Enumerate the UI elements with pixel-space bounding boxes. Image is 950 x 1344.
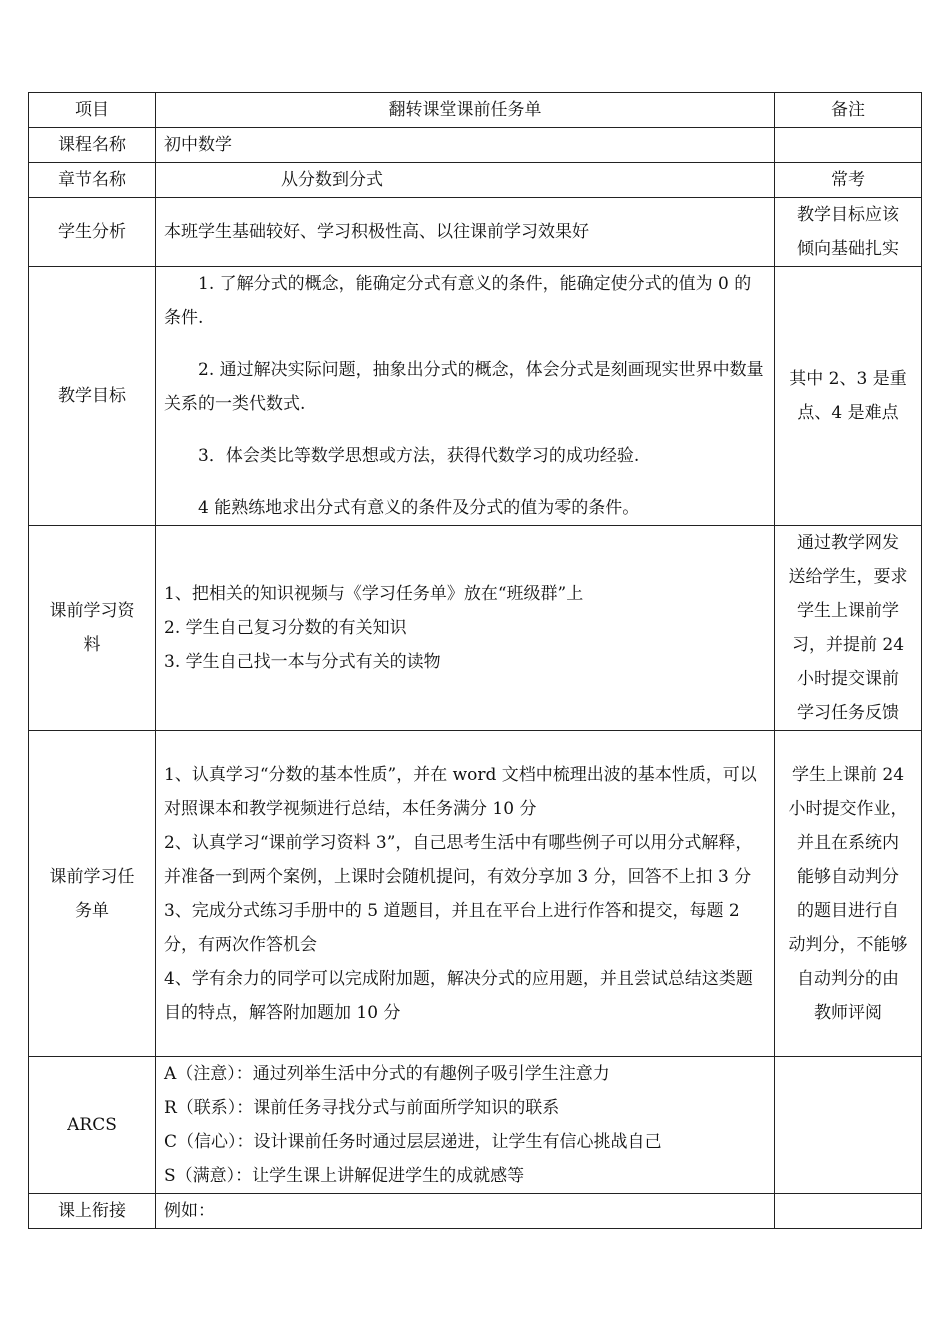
tasks-label-line: 课前学习任 (49, 866, 135, 887)
header-title: 翻转课堂课前任务单 (156, 93, 775, 128)
arcs-item: S（满意）：让学生课上讲解促进学生的成就感等 (164, 1166, 525, 1186)
materials-note (775, 526, 922, 731)
goals-note-line: 其中 2、3 是重 (789, 369, 907, 389)
task-item: 4、学有余力的同学可以完成附加题，解决分式的应用题，并且尝试总结这类题目的特点，解答附加题加 10 分 (164, 968, 753, 1023)
arcs-content (156, 1057, 775, 1194)
link-label: 课上衔接 (29, 1194, 156, 1229)
goal-item: 3．体会类比等数学思想或方法，获得代数学习的成功经验. (198, 446, 640, 466)
table-row-tasks (29, 731, 922, 1057)
arcs-note (775, 1057, 922, 1194)
tasks-note-line: 教师评阅 (814, 1002, 882, 1023)
arcs-label: ARCS (29, 1057, 156, 1194)
goals-label: 教学目标 (29, 267, 156, 526)
materials-note-line: 学习任务反馈 (797, 703, 899, 723)
materials-label (29, 526, 156, 731)
students-label: 学生分析 (29, 198, 156, 267)
material-item: 2. 学生自己复习分数的有关知识 (164, 618, 407, 638)
link-note (775, 1194, 922, 1229)
materials-label-line: 课前学习资 (49, 601, 135, 621)
tasks-label (29, 731, 156, 1057)
goals-content (156, 267, 775, 526)
link-value: 例如： (156, 1194, 775, 1229)
tasks-note-line: 自动判分的由 (797, 968, 899, 989)
goal-item: 2. 通过解决实际问题，抽象出分式的概念，体会分式是刻画现实世界中数量关系的一类代数式. (164, 360, 764, 414)
table-row-course (29, 128, 922, 163)
material-item: 3. 学生自己找一本与分式有关的读物 (164, 652, 441, 672)
students-note (775, 198, 922, 267)
task-item: 3、完成分式练习手册中的 5 道题目，并且在平台上进行作答和提交，每题 2 分，有两次作答机会 (164, 900, 740, 955)
students-note-line: 教学目标应该 (797, 205, 899, 225)
task-item: 1、认真学习“分数的基本性质”，并在 word 文档中梳理出波的基本性质，可以对照课本和教学视频进行总结，本任务满分 10 分 (164, 764, 757, 819)
materials-content (156, 526, 775, 731)
tasks-label-line: 务单 (75, 900, 109, 921)
students-note-line: 倾向基础扎实 (797, 239, 899, 259)
tasks-note-line: 小时提交作业， (788, 798, 908, 819)
course-value: 初中数学 (156, 128, 775, 163)
chapter-note: 常考 (775, 163, 922, 198)
task-sheet-table (28, 92, 922, 1229)
materials-label-line: 料 (83, 635, 101, 655)
table-row-students (29, 198, 922, 267)
table-row-header (29, 93, 922, 128)
tasks-note-line: 动判分，不能够 (788, 934, 908, 955)
tasks-note (775, 731, 922, 1057)
goals-note-line: 点、4 是难点 (797, 403, 899, 423)
goal-item: 1. 了解分式的概念，能确定分式有意义的条件，能确定使分式的值为 0 的条件. (164, 274, 752, 328)
tasks-note-line: 并且在系统内 (797, 832, 899, 853)
tasks-note-line: 学生上课前 24 (791, 764, 905, 785)
materials-note-line: 通过教学网发 (797, 533, 899, 553)
chapter-value: 从分数到分式 (156, 163, 775, 198)
materials-note-line: 小时提交课前 (797, 669, 899, 689)
header-item: 项目 (29, 93, 156, 128)
arcs-item: R（联系）：课前任务寻找分式与前面所学知识的联系 (164, 1098, 560, 1118)
materials-note-line: 学生上课前学 (797, 601, 899, 621)
students-value: 本班学生基础较好、学习积极性高、以往课前学习效果好 (156, 198, 775, 267)
tasks-note-line: 能够自动判分 (797, 866, 899, 887)
goal-item: 4 能熟练地求出分式有意义的条件及分式的值为零的条件。 (198, 498, 640, 518)
task-item: 2、认真学习“课前学习资料 3”，自己思考生活中有哪些例子可以用分式解释，并准备一到两个案例，上课时会随机提问，有效分享加 3 分，回答不上扣 3 分 (164, 832, 753, 887)
table-row-arcs (29, 1057, 922, 1194)
table-row-link (29, 1194, 922, 1229)
course-label: 课程名称 (29, 128, 156, 163)
arcs-item: A（注意）：通过列举生活中分式的有趣例子吸引学生注意力 (164, 1064, 610, 1084)
materials-note-line: 送给学生，要求 (788, 567, 908, 587)
tasks-content (156, 731, 775, 1057)
table-row-goals (29, 267, 922, 526)
header-note: 备注 (775, 93, 922, 128)
materials-note-line: 习，并提前 24 (791, 635, 905, 655)
arcs-item: C（信心）：设计课前任务时通过层层递进，让学生有信心挑战自己 (164, 1132, 662, 1152)
table-row-chapter (29, 163, 922, 198)
course-note (775, 128, 922, 163)
table-row-materials (29, 526, 922, 731)
chapter-label: 章节名称 (29, 163, 156, 198)
material-item: 1、把相关的知识视频与《学习任务单》放在“班级群”上 (164, 584, 584, 604)
goals-note (775, 267, 922, 526)
tasks-note-line: 的题目进行自 (797, 900, 899, 921)
